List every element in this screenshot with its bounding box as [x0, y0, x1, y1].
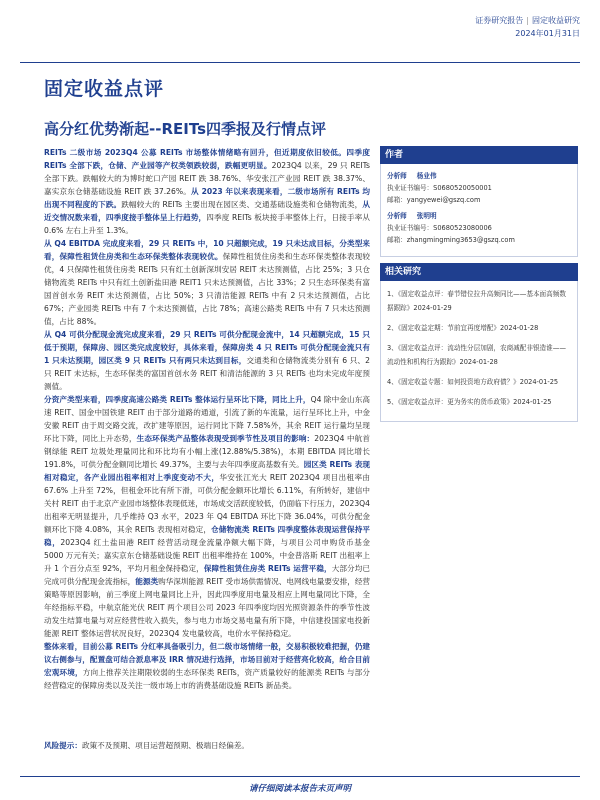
analyst-cert: S0680523080006 [433, 224, 492, 232]
analyst-cert: S0680520050001 [433, 184, 492, 192]
body-text: Q4 除中金山东高速 REIT、国金中国铁建 REIT 由于部分道路的通道，引流了新的车流量，运行呈环比上升，中金安徽 REIT 由于周交路交流，改扩建等原因，运行同比下降 7.58%外，其余 REIT 运行量均呈现环比下降，同比上升态势， [44, 395, 370, 443]
footer-divider [20, 776, 580, 777]
main-body [44, 146, 370, 692]
sidebar [380, 146, 578, 422]
body-text: 方向上推荐关注期限较弱的生态环保类 REITs，资产质量较好的能源类 REITs 与部分经营稳定的保障房类以及关注一级市场上市的消费基础设施 REITs 新品类。 [44, 668, 370, 690]
body-text: 2023Q4 红土盐田港 REIT 经营活动现金流量净额大幅下降，与项目公司申购货币基金 5000 万元有关；嘉实京东仓储基础设施 REIT 出租率维持在 100%，中金普洛斯 REIT 出租率上升 1 个百分点至 92%，平均月租金保持稳定， [44, 538, 371, 573]
body-text: 保障性租赁住房类和生态环保类整体表现较优，4 只保障性租赁住房类 REITs 只有红土创新深圳安居 REIT 未达预测值，占比 25%；3 只仓储物流类 REITs 中只有红土创新盐田港 REIT1 只未达预测值，占比 33%；2 只生态环保类有富国首创水务 REIT 未达预测值，占比 50%；3 只清洁能源 REITs 中有 2 只未达预测值，占比 67%；产业园类 REITs 中有 7 个未达预测值，占比 78%；高速公路类 REITs 中有 7 只未达预测值，占比 88%。 [44, 252, 371, 326]
related-item[interactable]: 5、《固定收益点评：更为务实的货币政策》2024-01-25 [387, 398, 552, 406]
analyst-email[interactable]: yangyewei@gszq.com [406, 196, 481, 204]
highlight-text: 生态环保类产品整体表现受到季节性及项目的影响： [136, 434, 315, 443]
body-paragraph [44, 237, 370, 328]
analyst-role: 分析师 [387, 172, 407, 180]
body-text: 购华深圳能源 REIT 受市场供需情况、电网线电量要安排，经营策略等原因影响，前三季度上网电量同比上升，因此四季度用电量及相应上网电量同比下降，全年经指标平稳，中航京能光伏 REIT 两个项目公司 2023 年四季度均因光照资源条件的季节性波动发生结算电量与对应经营性收入损失，参与电力市场交易电量有所下降，中信建投国家电投新能源 REIT 整体运营状况良好，2023Q4 发电量较高，电价水平保持稳定。 [44, 577, 371, 638]
risk-notice [44, 740, 249, 751]
analyst-name: 杨业伟 [416, 172, 437, 180]
email-label: 邮箱： [387, 236, 407, 244]
body-text: 四季度 REITs 板块接手率整体上行，日接手率从 0.6% 左右上升至 1.3%。 [44, 213, 370, 235]
related-list [380, 281, 578, 422]
body-paragraph [44, 146, 370, 237]
body-text: 华安张江光大 REIT 2023Q4 项目出租率由 67.6% 上升至 72%，但租金环比有所下滑，可供分配金额环比增长 6.11%，有所转好，建信中关村 REIT 由于北京产业园市场整体表现低迷，市场成交活跃度较低，仍面临下行压力，2023Q4 出租率无明显提升，几乎维持 Q3 水平，2023 年 Q4 EBITDA 环比下降 36.04%，可供分配金额环比下降 4.08%，其余 REITs 表现相对稳定， [44, 473, 371, 534]
report-category: 固定收益研究 [532, 16, 580, 25]
cert-label: 执业证书编号： [387, 224, 434, 232]
highlight-text: 分资产类型来看，四季度高速公路类 REITs 整体运行呈环比下降，同比上升， [44, 395, 311, 404]
risk-label: 风险提示： [44, 741, 82, 750]
highlight-text: REITs 二级市场 2023Q4 公募 REITs 市场整体情绪略有回升，但近期度依旧较低。四季度 REITs 全部下跌，仓储、产业园等产权类领跌较弱，跌幅更明显。 [44, 148, 370, 170]
body-paragraph [44, 393, 370, 640]
email-label: 邮箱： [387, 196, 407, 204]
related-item[interactable]: 3、《固定收益点评：流动性分层加剧，农商减配非银造谁——流动性和机构行为跟踪》2024-01-28 [387, 344, 566, 366]
body-text: 2023Q4 以来，29 只 REITs 全部下跌。跌幅较大的为博时蛇口产园 REIT 跌 38.76%、华安张江产业园 REIT 跌 38.37%、嘉实京东仓储基础设施 REIT 跌 37.26%。 [44, 161, 370, 196]
analyst-email[interactable]: zhangmingming3653@gszq.com [406, 236, 515, 244]
body-text: 2023Q4 中航首钢绿能 REIT 垃圾处理量同比和环比均有小幅上涨(12.88%/5.38%)，本期 EBITDA 同比增长 191.8%，可供分配金额同比增长 49.37%，主要与去年四季度高基数有关。 [44, 434, 370, 469]
header-divider [20, 62, 580, 63]
authors-heading: 作者 [380, 146, 578, 164]
highlight-text: 从近交情况数来看，四季度接手整体呈上行趋势， [44, 200, 370, 222]
body-text: 交通类和仓储物流类分别有 6 只、2 只 REIT 未达标，生态环保类的富国首创水务 REIT 和清洁能源的 3 只 REITs 也均未完成年度预测值。 [44, 356, 370, 391]
body-text: 跌幅较大的 REITs 主要出现在园区类、交通基础设施类和仓储物流类， [121, 200, 363, 209]
analyst-card [387, 170, 571, 206]
authors-box [380, 164, 578, 257]
analyst-name: 张明明 [416, 212, 437, 220]
analyst-card [387, 210, 571, 246]
report-header [475, 14, 580, 40]
report-type: 证券研究报告 [475, 16, 524, 25]
related-item[interactable]: 2、《固定收益定期：节前宜再度增配》2024-01-28 [387, 324, 539, 332]
highlight-text: 仓储物流类 REITs 四季度整体表现运营保持平稳， [44, 525, 370, 547]
page-subtitle: 高分红优势渐起--REITs四季报及行情点评 [44, 120, 326, 138]
body-paragraph [44, 640, 370, 692]
highlight-text: 整体来看，目前公募 REITs 分红率具备吸引力，但二级市场情绪一般，交易积极较难把握，仍建议右侧参与，配置盘可结合派息率及 IRR 情况进行选择，市场目前对于经营亮化较高，给合目前宏观环境， [44, 642, 370, 677]
related-item[interactable]: 1、《固定收益点评：春节错位拉升高频同比——基本面高频数据跟踪》2024-01-29 [387, 290, 566, 312]
highlight-text: 从 Q4 可供分配现金流完成度来看，29 只 REITs 可供分配现金流中，14 只超额完成，15 只低于预期，保障房、园区类完成度较好，具体来看，保障房类 4 只 REITs 可供分配现金流只有 1 只未达预期，园区类 9 只 REITs 只有两只未达到目标， [44, 330, 370, 365]
risk-text: 政策不及预期、项目运营超预期、极端日经偏差。 [81, 741, 250, 750]
footer-disclaimer: 请仔细阅读本报告末页声明 [248, 784, 351, 794]
related-heading: 相关研究 [380, 263, 578, 281]
page-title: 固定收益点评 [44, 78, 165, 100]
analyst-role: 分析师 [387, 212, 407, 220]
highlight-text: 从 2023 年以来表现来看，二级市场所有 REITs 均出现不同程度的下跌。 [44, 187, 370, 209]
highlight-text: 保障性租赁住房类 REITs 运营平稳， [203, 564, 332, 573]
body-text: 大部分均已完成可供分配现金流指标， [44, 564, 370, 586]
highlight-text: 能源类 [135, 577, 159, 586]
body-paragraph [44, 328, 370, 393]
cert-label: 执业证书编号： [387, 184, 434, 192]
highlight-text: 园区类 REITs 表现相对稳定，各产业园出租率相对上季度变动不大， [44, 460, 370, 482]
report-type-line: 证券研究报告 | 固定收益研究 [475, 16, 580, 25]
highlight-text: 从 Q4 EBITDA 完成度来看，29 只 REITs 中，10 只超额完成，19 只未达成目标，分类型来看，保障性租赁住房类和生态环保类整体表现较优。 [44, 239, 370, 261]
related-item[interactable]: 4、《固定收益专题：如何投资地方政府债？》2024-01-25 [387, 378, 559, 386]
report-date: 2024年01月31日 [515, 29, 580, 38]
